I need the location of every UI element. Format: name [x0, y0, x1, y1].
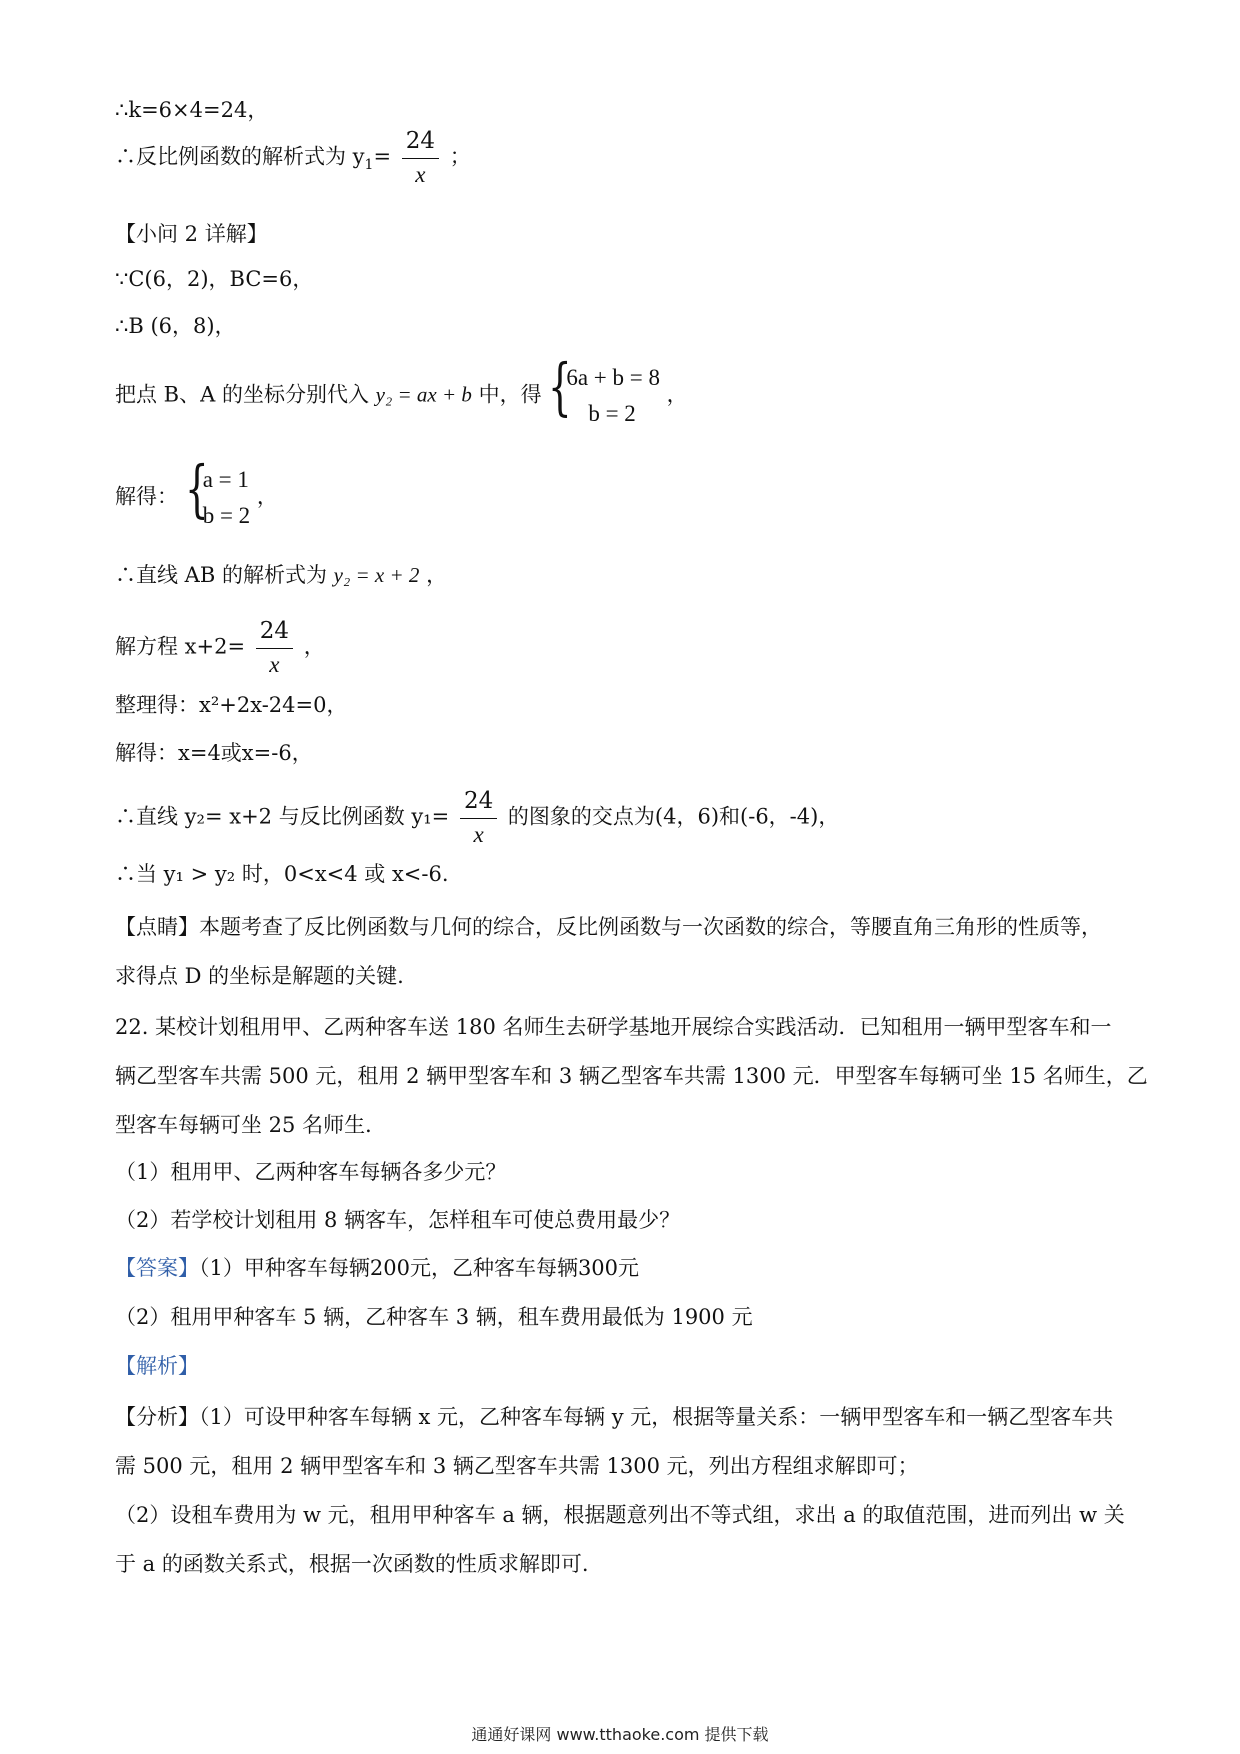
line-substitute: [115, 350, 688, 432]
equation-system: [184, 452, 251, 534]
fraction: [256, 618, 293, 678]
equation: y₂ = x + 2: [333, 563, 420, 587]
text: 把点 B、A 的坐标分别代入: [115, 382, 369, 407]
analysis-line-2: 需 500 元，租用 2 辆甲型客车和 3 辆乙型客车共需 1300 元，列出方程组求解即可；: [115, 1454, 919, 1478]
question-1: （1）租用甲、乙两种客车每辆各多少元？: [115, 1160, 507, 1184]
answer-line-2: （2）租用甲种客车 5 辆，乙种客车 3 辆，租车费用最低为 1900 元: [115, 1305, 753, 1329]
problem-line-2: 辆乙型客车共需 500 元，租用 2 辆甲型客车和 3 辆乙型客车共需 1300 元．甲型客车每辆可坐 15 名师生，乙: [115, 1064, 1148, 1088]
line-comment-1: 【点睛】本题考查了反比例函数与几何的综合，反比例函数与一次函数的综合，等腰直角三角形的性质等，: [115, 915, 1102, 939]
punct: ，: [303, 634, 325, 659]
question-2: （2）若学校计划租用 8 辆客车，怎样租车可使总费用最少？: [115, 1208, 681, 1232]
brace-icon: {: [184, 452, 209, 525]
denominator: x: [415, 161, 426, 187]
analysis-line-3: （2）设租车费用为 w 元，租用甲种客车 a 辆，根据题意列出不等式组，求出 a 的取值范围，进而列出 w 关: [115, 1503, 1125, 1527]
text: 的图象的交点为(4，6)和(-6，-4)，: [507, 804, 840, 829]
brace-icon: {: [548, 350, 572, 423]
system-row: 6a + b = 8: [566, 365, 660, 390]
line-solve-equation: [115, 618, 325, 678]
text: 中，得: [478, 382, 542, 407]
equation-system: [548, 350, 660, 432]
line-solutions: 解得：x=4或x=-6，: [115, 741, 313, 765]
punct: ；: [449, 144, 471, 169]
denominator: x: [473, 821, 484, 847]
line-simplify: 整理得：x²+2x-24=0，: [115, 693, 348, 717]
equals: =: [373, 144, 392, 169]
line-inverse-function: [115, 128, 471, 188]
numerator: 24: [402, 128, 439, 159]
fraction: [460, 788, 497, 848]
answer-line-1: [115, 1256, 639, 1281]
punct: ，: [426, 563, 448, 587]
denominator: x: [269, 651, 280, 677]
analysis-tag: 【解析】: [115, 1354, 199, 1378]
line-comment-2: 求得点 D 的坐标是解题的关键.: [115, 964, 404, 988]
line-given-c: ∵C(6，2)，BC=6，: [115, 267, 314, 291]
problem-line-3: 型客车每辆可坐 25 名师生．: [115, 1113, 387, 1137]
fraction: [402, 128, 439, 188]
text: 解得：: [115, 484, 178, 509]
line-point-b: ∴B (6，8)，: [115, 314, 236, 338]
problem-line-1: 22. 某校计划租用甲、乙两种客车送 180 名师生去研学基地开展综合实践活动．已知租用一辆甲型客车和一: [115, 1015, 1112, 1039]
text: ∴直线 y₂= x+2 与反比例函数 y₁=: [115, 804, 450, 829]
punct: ，: [256, 484, 278, 509]
text: ∴反比例函数的解析式为 y: [115, 144, 365, 169]
line-solve-system: [115, 452, 278, 534]
subscript: 1: [364, 156, 374, 173]
answer-text: （1）甲种客车每辆200元，乙种客车每辆300元: [199, 1256, 640, 1280]
line-intersection: [115, 788, 839, 848]
line-conclusion: ∴当 y₁ > y₂ 时，0<x<4 或 x<-6.: [115, 862, 449, 886]
text: ∴直线 AB 的解析式为: [115, 563, 327, 587]
text: 解方程 x+2=: [115, 634, 246, 659]
numerator: 24: [460, 788, 497, 819]
section-heading: 【小问 2 详解】: [115, 222, 268, 246]
equation: y₂ = ax + b: [375, 382, 472, 407]
line-k-value: ∴k=6×4=24，: [115, 98, 269, 122]
footer: 通通好课网 www.tthaoke.com 提供下载: [471, 1725, 769, 1744]
analysis-line-1: 【分析】（1）可设甲种客车每辆 x 元，乙种客车每辆 y 元，根据等量关系：一辆甲型客车和一辆乙型客车共: [115, 1405, 1114, 1429]
system-row: a = 1: [202, 467, 249, 492]
answer-tag: 【答案】: [115, 1256, 199, 1280]
punct: ，: [666, 382, 688, 407]
system-row: b = 2: [588, 401, 636, 426]
system-row: b = 2: [202, 503, 251, 528]
line-ab-expression: [115, 563, 447, 588]
numerator: 24: [256, 618, 293, 649]
analysis-line-4: 于 a 的函数关系式，根据一次函数的性质求解即可.: [115, 1552, 589, 1576]
